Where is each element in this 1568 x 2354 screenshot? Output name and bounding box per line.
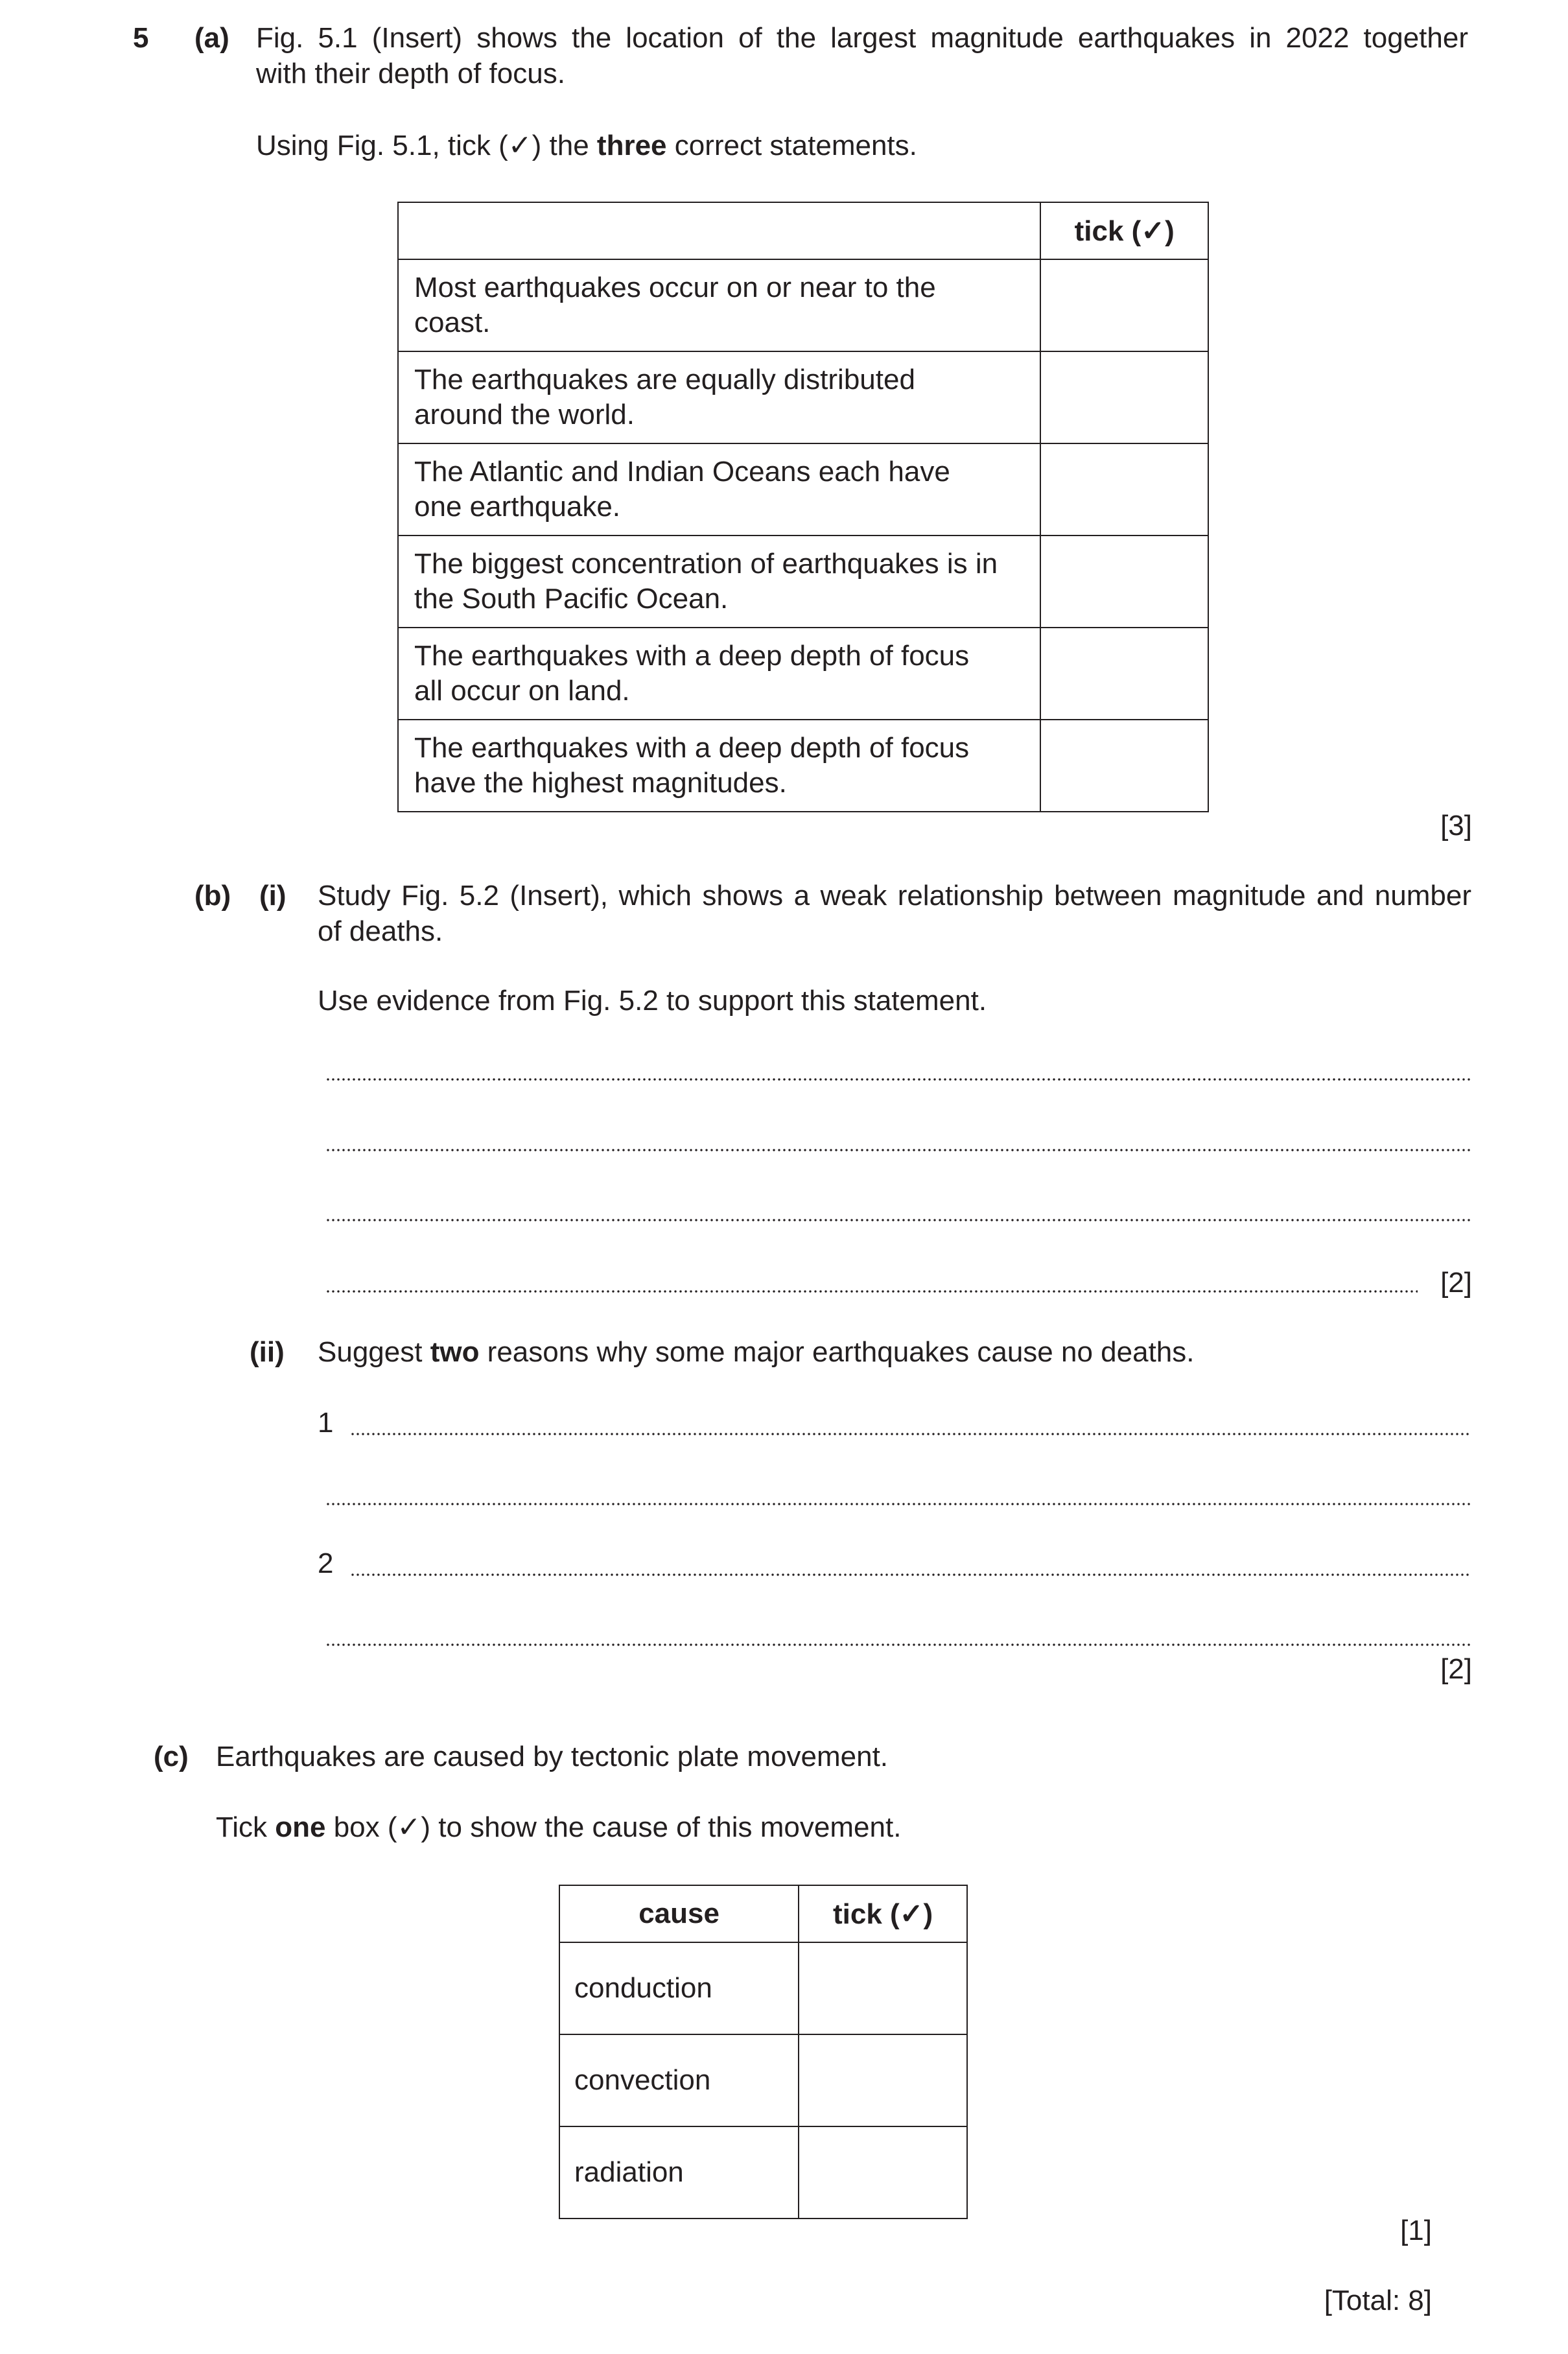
statement-cell <box>398 628 1040 720</box>
answer-line[interactable] <box>325 1643 1471 1646</box>
instruction-emphasis: one <box>275 1811 326 1843</box>
answer-line[interactable] <box>325 1149 1471 1151</box>
part-a-text-line1: Fig. 5.1 (Insert) shows the location of the largest magnitude earthquakes in 2022 together <box>256 22 1468 54</box>
statement-cell <box>398 351 1040 443</box>
statement-cell <box>398 259 1040 351</box>
statement-line: the South Pacific Ocean. <box>414 583 729 615</box>
statement-cell <box>398 443 1040 536</box>
question-number: 5 <box>133 22 149 54</box>
part-b-i-instruction: Use evidence from Fig. 5.2 to support this statement. <box>318 985 987 1017</box>
part-c-marks: [1] <box>1400 2215 1432 2246</box>
part-b-i-marks: [2] <box>1440 1267 1472 1299</box>
cause-cell: convection <box>559 2034 799 2126</box>
part-b-ii-marks: [2] <box>1440 1653 1472 1685</box>
statement-line: The biggest concentration of earthquakes is in <box>414 548 998 580</box>
part-a-marks: [3] <box>1440 810 1472 842</box>
part-b-ii-prompt <box>318 1335 1195 1370</box>
statement-cell <box>398 720 1040 812</box>
answer-line[interactable] <box>350 1573 1471 1576</box>
answer-line[interactable] <box>350 1433 1471 1435</box>
tick-box[interactable] <box>799 2126 967 2219</box>
cause-header: cause <box>559 1885 799 1942</box>
answer-line[interactable] <box>325 1078 1471 1081</box>
prompt-text: Suggest <box>318 1336 430 1368</box>
instruction-text: Tick <box>216 1811 275 1843</box>
statement-line: around the world. <box>414 399 635 430</box>
part-a-instruction <box>256 128 917 163</box>
part-a-text-line2: with their depth of focus. <box>256 58 565 89</box>
tick-box[interactable] <box>1040 259 1208 351</box>
part-a-label: (a) <box>194 22 229 54</box>
part-b-ii-label: (ii) <box>250 1336 285 1368</box>
part-b-i-text-line1: Study Fig. 5.2 (Insert), which shows a weak relationship between magnitude and number <box>318 880 1471 912</box>
statement-line: The earthquakes with a deep depth of focus <box>414 640 970 672</box>
part-c-instruction <box>216 1810 901 1845</box>
part-b-label: (b) <box>194 880 231 912</box>
total-marks: [Total: 8] <box>1324 2285 1432 2316</box>
statement-line: coast. <box>414 307 491 338</box>
instruction-text: box (✓) to show the cause of this movement. <box>325 1811 902 1843</box>
statements-table <box>397 202 1209 812</box>
tick-box[interactable] <box>1040 628 1208 720</box>
answer-line[interactable] <box>325 1219 1471 1221</box>
tick-header: tick (✓) <box>799 1885 967 1942</box>
statement-line: The earthquakes with a deep depth of focus <box>414 732 970 764</box>
part-b-i-text-line2: of deaths. <box>318 915 443 947</box>
statement-header-cell <box>398 202 1040 259</box>
answer-1-label: 1 <box>318 1407 334 1439</box>
tick-box[interactable] <box>1040 536 1208 628</box>
answer-line[interactable] <box>325 1503 1471 1505</box>
statement-cell <box>398 536 1040 628</box>
cause-cell: conduction <box>559 1942 799 2034</box>
tick-box[interactable] <box>1040 351 1208 443</box>
tick-box[interactable] <box>799 2034 967 2126</box>
statement-line: Most earthquakes occur on or near to the <box>414 272 936 303</box>
instruction-text: correct statements. <box>666 130 917 161</box>
part-c-label: (c) <box>154 1741 189 1772</box>
instruction-emphasis: three <box>596 130 667 161</box>
statement-line: all occur on land. <box>414 675 630 707</box>
tick-box[interactable] <box>1040 443 1208 536</box>
tick-box[interactable] <box>1040 720 1208 812</box>
statement-line: The earthquakes are equally distributed <box>414 364 915 395</box>
tick-header: tick (✓) <box>1040 202 1208 259</box>
answer-line[interactable] <box>325 1290 1418 1293</box>
part-c-text: Earthquakes are caused by tectonic plate movement. <box>216 1741 889 1772</box>
statement-line: one earthquake. <box>414 491 621 523</box>
statement-line: The Atlantic and Indian Oceans each have <box>414 456 950 488</box>
prompt-emphasis: two <box>430 1336 480 1368</box>
tick-box[interactable] <box>799 1942 967 2034</box>
answer-2-label: 2 <box>318 1548 334 1579</box>
cause-table <box>559 1885 968 2219</box>
prompt-text: reasons why some major earthquakes cause no deaths. <box>479 1336 1195 1368</box>
statement-line: have the highest magnitudes. <box>414 767 787 799</box>
cause-cell: radiation <box>559 2126 799 2219</box>
part-b-i-label: (i) <box>259 880 287 912</box>
instruction-text: Using Fig. 5.1, tick (✓) the <box>256 130 597 161</box>
